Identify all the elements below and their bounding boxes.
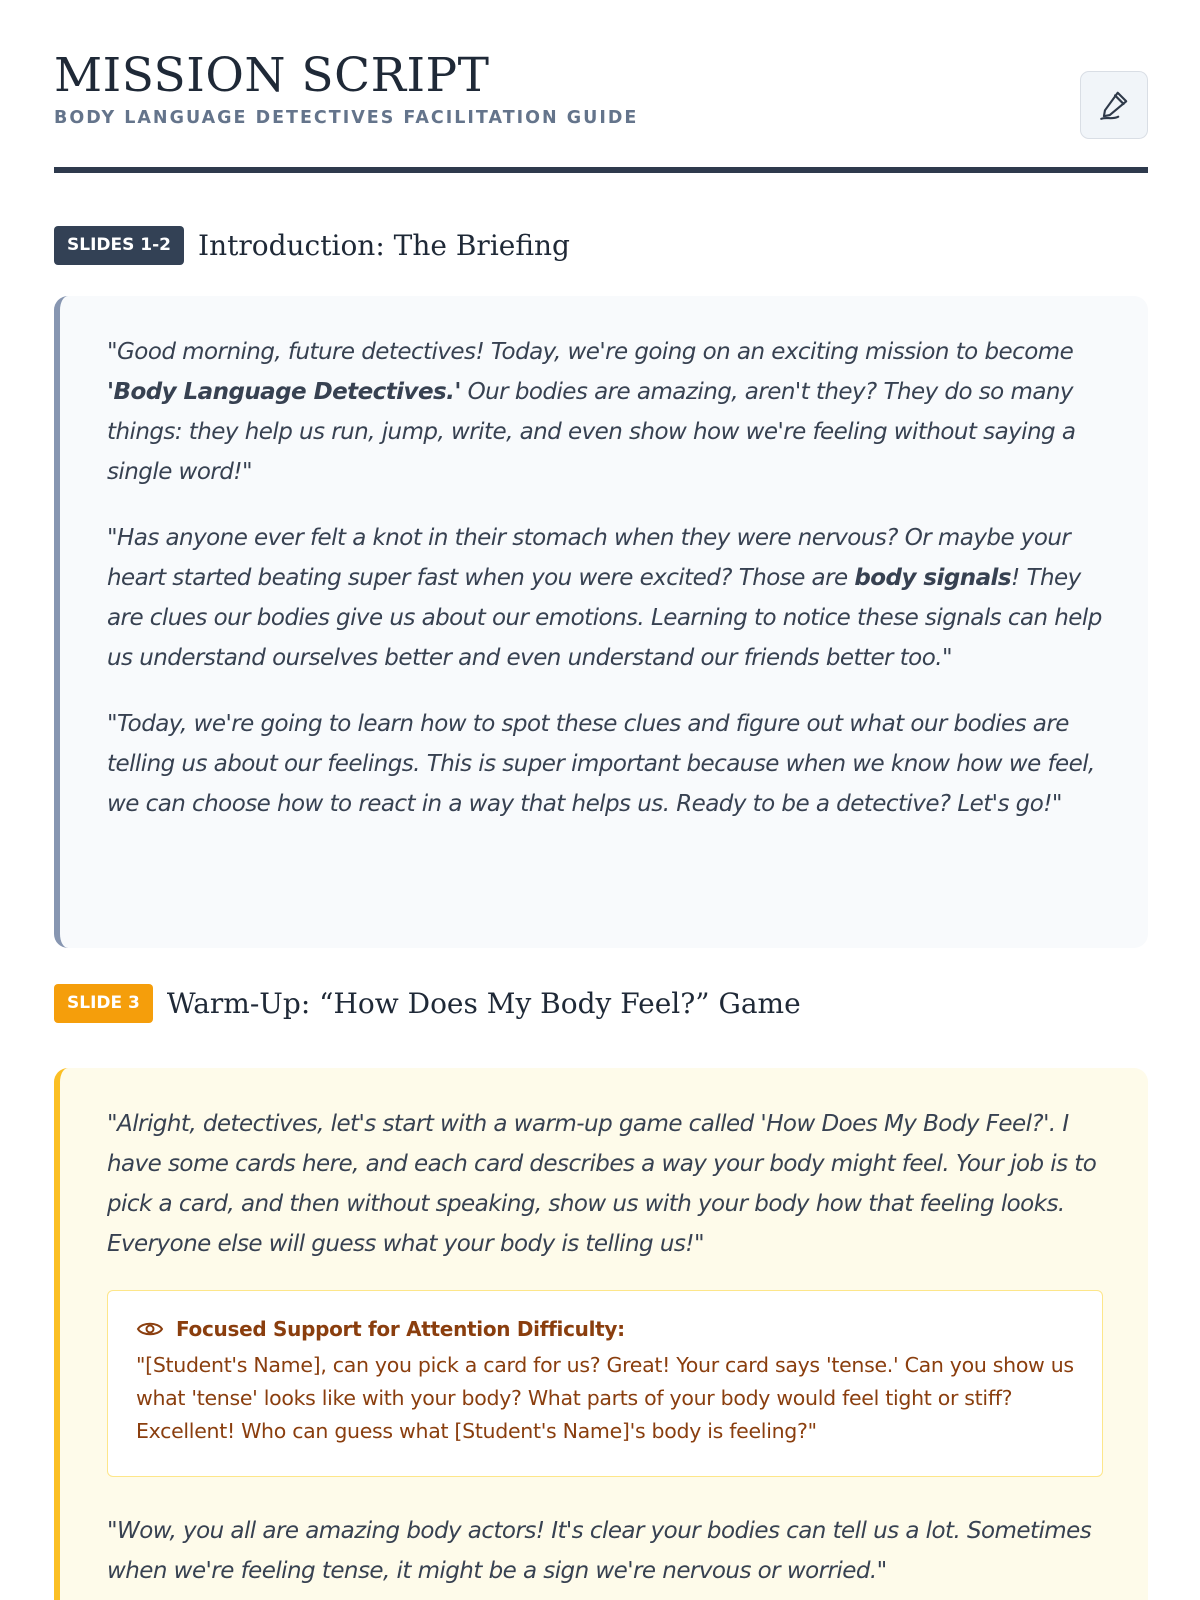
- slide-badge: SLIDES 1-2: [54, 226, 184, 265]
- pen-icon: [1097, 88, 1131, 122]
- eye-icon: [136, 1319, 164, 1339]
- script-paragraph: "Today, we're going to learn how to spot these clues and figure out what our bodies are telling us about our feelings. This is super important because when we know how we feel, we can choose how to react in a way that helps us. Ready to be a detective? Let's go!": [107, 711, 1095, 817]
- script-paragraph: "Wow, you all are amazing body actors! It's clear your bodies can tell us a lot. Sometimes when we're feeling tense, it might be a sign we're nervous or worried.": [107, 1518, 1092, 1584]
- script-card-introduction: [54, 296, 1148, 948]
- header-divider: [54, 167, 1148, 173]
- section-title: Warm-Up: “How Does My Body Feel?” Game: [166, 986, 801, 1020]
- support-text: "[Student's Name], can you pick a card for us? Great! Your card says 'tense.' Can you show us what 'tense' looks like with your body? What parts of your body would feel tight or stiff? Excellent! Who can guess what [Student's Name]'s body is feeling?": [136, 1353, 1074, 1443]
- section-title: Introduction: The Briefing: [198, 228, 570, 262]
- script-paragraph: "Alright, detectives, let's start with a warm-up game called 'How Does My Body Feel?'. I have some cards here, and each card describes a way your body might feel. Your job is to pick a card, and then without speaking, show us with your body how that feeling looks. Everyone else will guess what your body is telling us!": [107, 1111, 1097, 1257]
- script-paragraph: "Good morning, future detectives! Today, we're going on an exciting mission to become 'Body Language Detectives.' Our bodies are amazing, aren't they? They do so many things: they help us run, jump, write, and even show how we're feeling without saying a single word!": [107, 339, 1076, 485]
- page-header: [54, 48, 1148, 128]
- section-header-warm-up: [54, 984, 801, 1023]
- page-title: MISSION SCRIPT: [54, 48, 490, 103]
- emphasis-text: body signals: [854, 565, 1012, 591]
- support-title: Focused Support for Attention Difficulty:: [176, 1317, 625, 1341]
- support-header: [136, 1317, 1074, 1341]
- slide-badge: SLIDE 3: [54, 984, 153, 1023]
- focused-support-box: [107, 1290, 1103, 1477]
- page-subtitle: BODY LANGUAGE DETECTIVES FACILITATION GUIDE: [54, 108, 639, 129]
- script-card-warm-up: [54, 1068, 1148, 1600]
- edit-button[interactable]: [1080, 71, 1148, 139]
- script-paragraph: "Has anyone ever felt a knot in their stomach when they were nervous? Or maybe your heart started beating super fast when you were excited? Those are body signals! They are clues our bodies give us about our emotions. Learning to notice these signals can help us understand ourselves better and even understand our friends better too.": [107, 525, 1102, 671]
- section-header-introduction: [54, 226, 570, 265]
- emphasis-text: 'Body Language Detectives.': [107, 379, 461, 405]
